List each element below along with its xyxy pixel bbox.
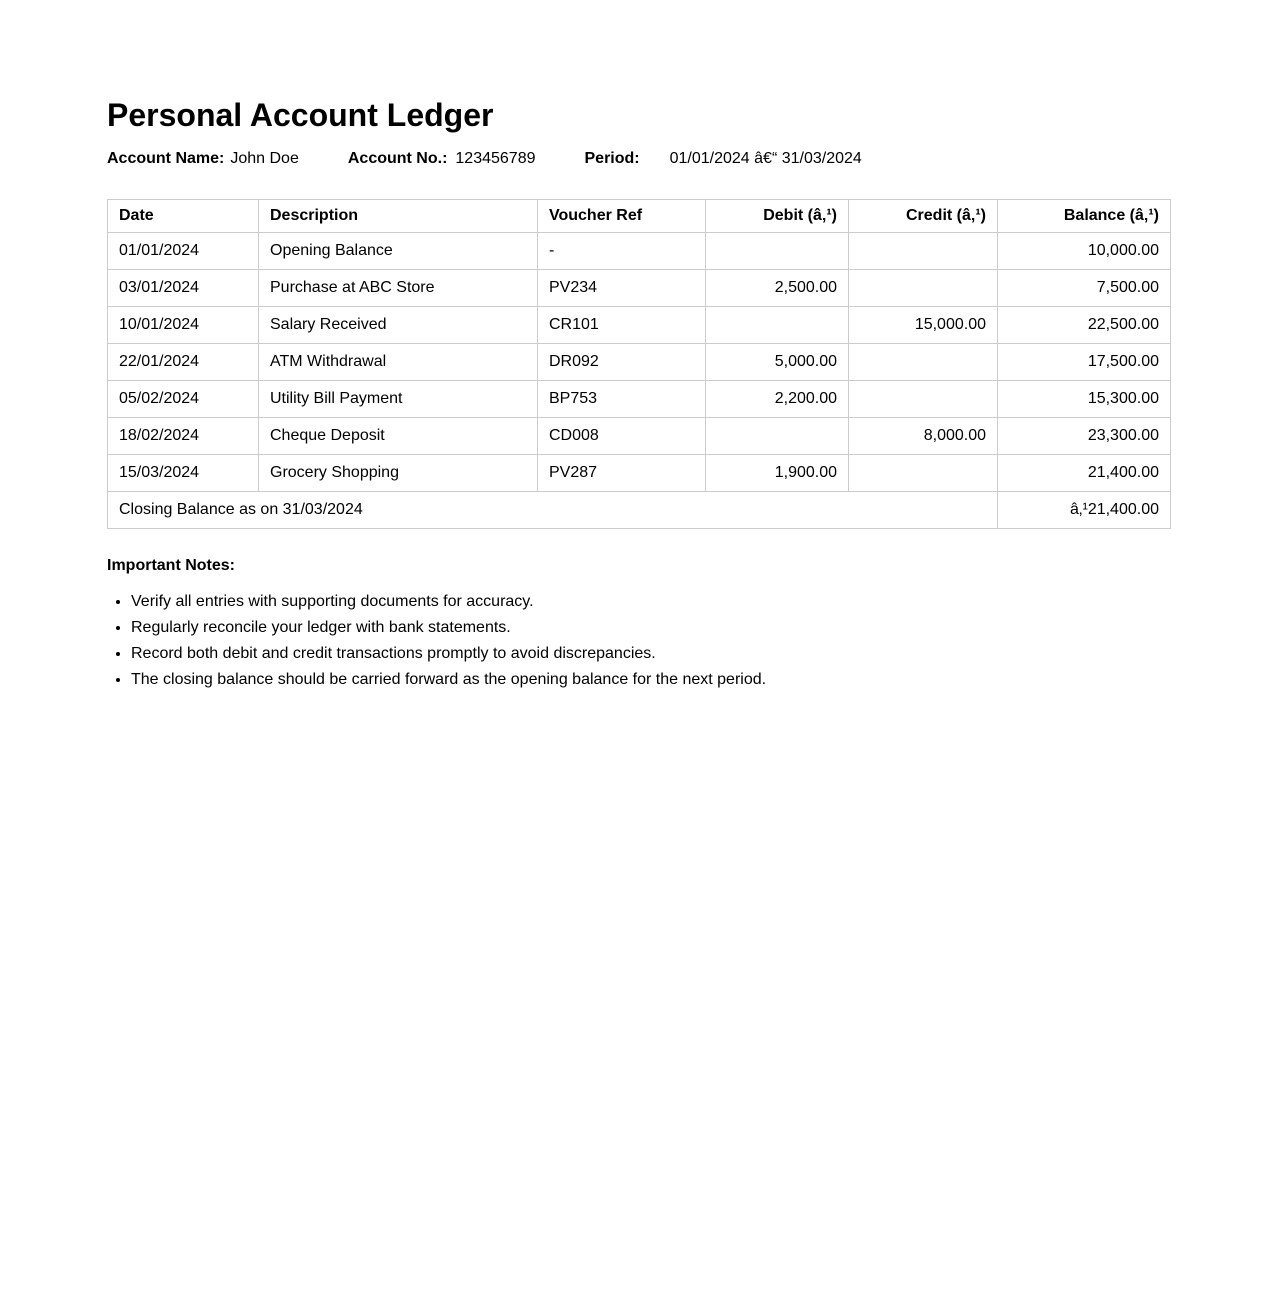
period-value: 01/01/2024 â€“ 31/03/2024 — [669, 150, 862, 167]
cell-debit — [706, 418, 849, 455]
cell-voucher: CR101 — [538, 307, 706, 344]
column-header-balance: Balance (â‚¹) — [998, 200, 1171, 233]
table-row — [108, 307, 1171, 344]
cell-voucher: PV234 — [538, 270, 706, 307]
cell-debit — [706, 233, 849, 270]
cell-credit — [849, 344, 998, 381]
closing-balance-label: Closing Balance as on 31/03/2024 — [108, 492, 998, 529]
cell-balance: 15,300.00 — [998, 381, 1171, 418]
cell-credit: 15,000.00 — [849, 307, 998, 344]
account-no-pair — [348, 150, 536, 167]
cell-date: 18/02/2024 — [108, 418, 259, 455]
note-item: • Verify all entries with supporting documents for accuracy. — [131, 593, 1170, 611]
page-title: Personal Account Ledger — [107, 97, 494, 133]
account-meta — [107, 150, 1170, 168]
table-header-row — [108, 200, 1171, 233]
period-pair — [585, 150, 862, 167]
cell-balance: 22,500.00 — [998, 307, 1171, 344]
cell-description: Cheque Deposit — [259, 418, 538, 455]
cell-credit — [849, 455, 998, 492]
cell-date: 10/01/2024 — [108, 307, 259, 344]
cell-voucher: DR092 — [538, 344, 706, 381]
note-item: • The closing balance should be carried forward as the opening balance for the next period. — [131, 671, 1170, 689]
cell-debit: 2,500.00 — [706, 270, 849, 307]
column-header-description: Description — [259, 200, 538, 233]
cell-description: Grocery Shopping — [259, 455, 538, 492]
cell-credit — [849, 381, 998, 418]
cell-description: Opening Balance — [259, 233, 538, 270]
column-header-credit: Credit (â‚¹) — [849, 200, 998, 233]
cell-credit — [849, 233, 998, 270]
cell-balance: 21,400.00 — [998, 455, 1171, 492]
closing-balance-value: â‚¹21,400.00 — [998, 492, 1171, 529]
table-row — [108, 455, 1171, 492]
cell-debit — [706, 307, 849, 344]
account-no-label: Account No.: — [347, 150, 448, 167]
cell-credit: 8,000.00 — [849, 418, 998, 455]
cell-credit — [849, 270, 998, 307]
table-row — [108, 233, 1171, 270]
cell-balance: 10,000.00 — [998, 233, 1171, 270]
ledger-table — [107, 199, 1171, 529]
cell-date: 01/01/2024 — [108, 233, 259, 270]
notes-list — [107, 593, 1170, 689]
account-name-pair — [107, 150, 299, 167]
cell-description: ATM Withdrawal — [259, 344, 538, 381]
closing-balance-row — [108, 492, 1171, 529]
cell-debit: 2,200.00 — [706, 381, 849, 418]
cell-balance: 17,500.00 — [998, 344, 1171, 381]
note-item: • Record both debit and credit transactions promptly to avoid discrepancies. — [131, 645, 1170, 663]
notes-heading: Important Notes: — [107, 557, 235, 574]
cell-balance: 23,300.00 — [998, 418, 1171, 455]
column-header-date: Date — [108, 200, 259, 233]
cell-debit: 5,000.00 — [706, 344, 849, 381]
column-header-debit: Debit (â‚¹) — [706, 200, 849, 233]
table-row — [108, 344, 1171, 381]
note-item: • Regularly reconcile your ledger with bank statements. — [131, 619, 1170, 637]
account-name-label: Account Name: — [107, 150, 225, 167]
table-row — [108, 381, 1171, 418]
table-row — [108, 418, 1171, 455]
cell-date: 03/01/2024 — [108, 270, 259, 307]
cell-voucher: CD008 — [538, 418, 706, 455]
account-name-value: John Doe — [230, 150, 299, 167]
table-row — [108, 270, 1171, 307]
cell-voucher: PV287 — [538, 455, 706, 492]
cell-balance: 7,500.00 — [998, 270, 1171, 307]
period-label: Period: — [584, 150, 640, 167]
cell-voucher: - — [538, 233, 706, 270]
cell-date: 15/03/2024 — [108, 455, 259, 492]
account-no-value: 123456789 — [455, 150, 536, 167]
cell-description: Purchase at ABC Store — [259, 270, 538, 307]
column-header-voucher-ref: Voucher Ref — [538, 200, 706, 233]
cell-description: Salary Received — [259, 307, 538, 344]
cell-voucher: BP753 — [538, 381, 706, 418]
cell-debit: 1,900.00 — [706, 455, 849, 492]
ledger-document — [107, 0, 1170, 689]
cell-description: Utility Bill Payment — [259, 381, 538, 418]
cell-date: 05/02/2024 — [108, 381, 259, 418]
cell-date: 22/01/2024 — [108, 344, 259, 381]
